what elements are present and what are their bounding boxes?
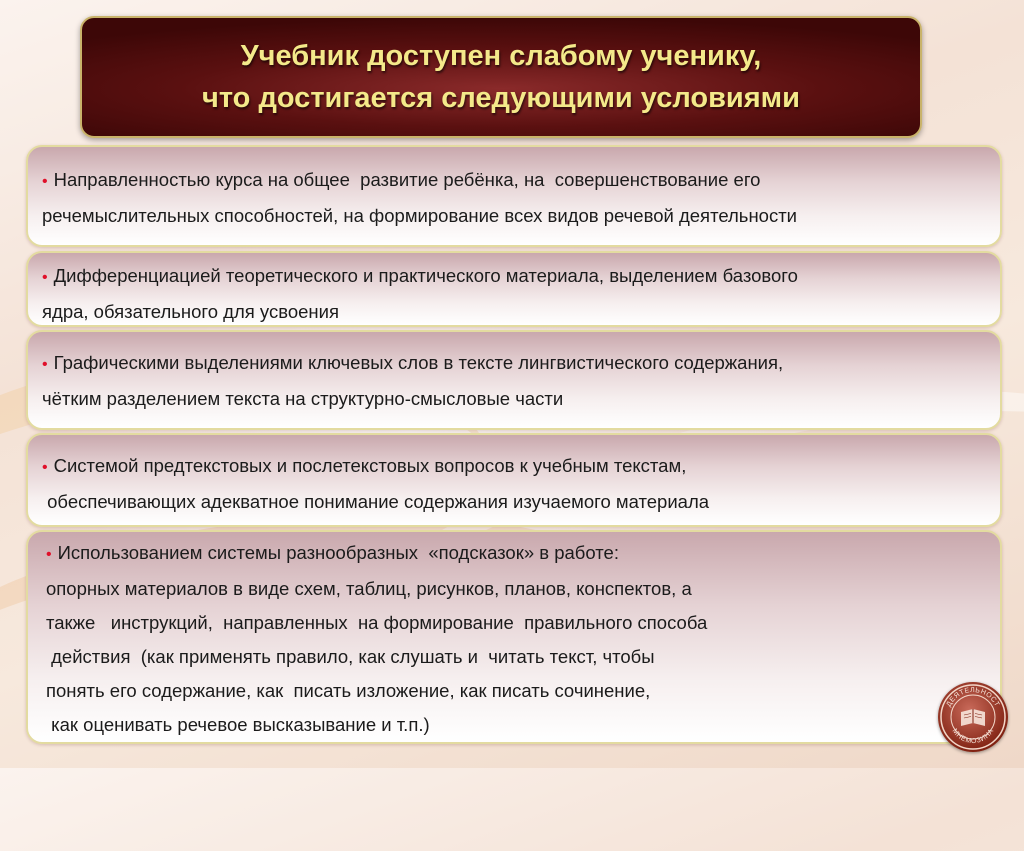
condition-card-3 bbox=[26, 330, 1002, 430]
condition-text: речемыслительных способностей, на формирование всех видов речевой деятельности bbox=[42, 205, 798, 226]
condition-text: ядра, обязательного для усвоения bbox=[42, 301, 339, 322]
condition-text: понять его содержание, как писать изложение, как писать сочинение, bbox=[46, 680, 651, 701]
condition-text: Направленностью курса на общее развитие ребёнка, на совершенствование его bbox=[53, 169, 761, 190]
condition-text: Графическими выделениями ключевых слов в тексте лингвистического содержания, bbox=[53, 352, 784, 373]
condition-text: как оценивать речевое высказывание и т.п.) bbox=[46, 714, 430, 735]
slide-title-box bbox=[80, 16, 922, 138]
condition-text: Дифференциацией теоретического и практического материала, выделением базового bbox=[53, 265, 798, 286]
bullet-icon: • bbox=[42, 356, 48, 373]
bullet-icon: • bbox=[42, 173, 48, 190]
slide-title-line-2: что достигается следующими условиями bbox=[202, 82, 800, 114]
condition-text: обеспечивающих адекватное понимание содержания изучаемого материала bbox=[42, 491, 710, 512]
svg-text:ДЕЯТЕЛЬНОСТ bbox=[946, 687, 1001, 708]
bullet-icon: • bbox=[42, 459, 48, 476]
condition-text: также инструкций, направленных на формирование правильного способа bbox=[46, 612, 708, 633]
condition-text: Использованием системы разнообразных «подсказок» в работе: bbox=[57, 542, 619, 563]
condition-card-2 bbox=[26, 251, 1002, 327]
logo-text-top: ДЕЯТЕЛЬНОСТ bbox=[945, 686, 1001, 709]
condition-text: чётким разделением текста на структурно-смысловые части bbox=[42, 388, 564, 409]
condition-card-1 bbox=[26, 145, 1002, 247]
condition-text: действия (как применять правило, как слушать и читать текст, чтобы bbox=[46, 646, 655, 667]
condition-card-5 bbox=[26, 530, 1002, 744]
svg-text:МНЕМОЗИНА bbox=[951, 728, 996, 745]
book-emblem-icon bbox=[938, 682, 1008, 752]
logo-text-bottom: МНЕМОЗИНА bbox=[950, 727, 996, 746]
condition-text: опорных материалов в виде схем, таблиц, рисунков, планов, конспектов, а bbox=[46, 578, 692, 599]
condition-card-4 bbox=[26, 433, 1002, 527]
bullet-icon: • bbox=[42, 269, 48, 286]
bullet-icon: • bbox=[46, 546, 52, 563]
slide-title-line-1: Учебник доступен слабому ученику, bbox=[240, 40, 762, 72]
condition-text: Системой предтекстовых и послетекстовых вопросов к учебным текстам, bbox=[53, 455, 687, 476]
book-emblem-icon bbox=[938, 682, 1008, 752]
